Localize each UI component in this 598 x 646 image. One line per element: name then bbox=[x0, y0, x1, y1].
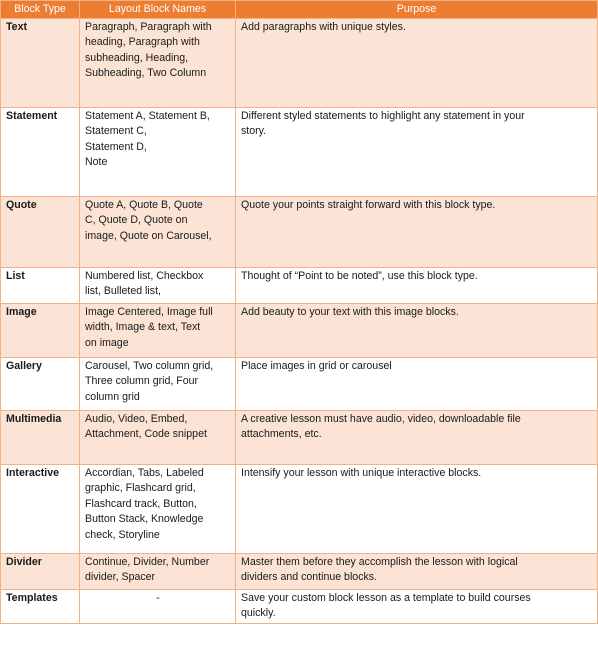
block-type-cell: Statement bbox=[1, 108, 80, 197]
purpose-line: Place images in grid or carousel bbox=[241, 360, 392, 372]
layout-names-cell bbox=[80, 554, 236, 590]
layout-name-line: C, Quote D, Quote on bbox=[85, 214, 188, 227]
purpose-cell bbox=[236, 108, 598, 197]
layout-names-cell bbox=[80, 268, 236, 304]
purpose-line: Save your custom block lesson as a template to build courses bbox=[241, 592, 531, 604]
purpose-line: Add paragraphs with unique styles. bbox=[241, 21, 406, 33]
table-row-statement bbox=[1, 108, 598, 197]
block-type-cell: Quote bbox=[1, 197, 80, 268]
purpose-line: dividers and continue blocks. bbox=[241, 571, 378, 584]
purpose-cell bbox=[236, 554, 598, 590]
purpose-line: quickly. bbox=[241, 607, 276, 620]
layout-name-line: Numbered list, Checkbox bbox=[85, 270, 204, 282]
purpose-cell bbox=[236, 358, 598, 411]
layout-name-line: Continue, Divider, Number bbox=[85, 556, 210, 568]
header-layout-block-names: Layout Block Names bbox=[80, 1, 236, 19]
purpose-line: story. bbox=[241, 125, 267, 138]
purpose-line: A creative lesson must have audio, video, downloadable file bbox=[241, 413, 521, 425]
table-row-multimedia bbox=[1, 411, 598, 465]
block-type-cell: Interactive bbox=[1, 465, 80, 554]
block-type-cell: Templates bbox=[1, 590, 80, 624]
layout-names-cell bbox=[80, 358, 236, 411]
table-row-templates bbox=[1, 590, 598, 624]
layout-name-line: heading, Paragraph with bbox=[85, 36, 200, 49]
layout-names-cell bbox=[80, 19, 236, 108]
layout-name-line: column grid bbox=[85, 390, 140, 403]
layout-name-line: Statement C, bbox=[85, 125, 147, 138]
table-row-list bbox=[1, 268, 598, 304]
purpose-cell bbox=[236, 304, 598, 358]
layout-name-line: Accordian, Tabs, Labeled bbox=[85, 467, 204, 479]
table-row-gallery bbox=[1, 358, 598, 411]
block-type-cell: Text bbox=[1, 19, 80, 108]
block-type-cell: Divider bbox=[1, 554, 80, 590]
layout-name-line: Three column grid, Four bbox=[85, 375, 199, 388]
layout-name-line: Statement D, bbox=[85, 140, 147, 153]
layout-name-line: divider, Spacer bbox=[85, 571, 156, 584]
layout-name-line: Note bbox=[85, 156, 108, 169]
layout-name-line: Quote A, Quote B, Quote bbox=[85, 199, 203, 211]
purpose-line: Different styled statements to highlight any statement in your bbox=[241, 110, 525, 122]
layout-name-line: Carousel, Two column grid, bbox=[85, 360, 214, 372]
purpose-cell bbox=[236, 465, 598, 554]
table-row-divider bbox=[1, 554, 598, 590]
layout-name-line: Button Stack, Knowledge bbox=[85, 513, 204, 526]
block-type-cell: List bbox=[1, 268, 80, 304]
purpose-cell bbox=[236, 197, 598, 268]
layout-name-line: Attachment, Code snippet bbox=[85, 428, 207, 441]
purpose-cell bbox=[236, 411, 598, 465]
layout-name-line: Subheading, Two Column bbox=[85, 67, 207, 80]
layout-name-line: Audio, Video, Embed, bbox=[85, 413, 188, 425]
layout-names-cell bbox=[80, 590, 236, 624]
layout-names-cell bbox=[80, 197, 236, 268]
purpose-line: Master them before they accomplish the lesson with logical bbox=[241, 556, 518, 568]
layout-names-cell bbox=[80, 465, 236, 554]
layout-name-line: list, Bulleted list, bbox=[85, 285, 161, 298]
purpose-line: attachments, etc. bbox=[241, 428, 322, 441]
layout-name-line: - bbox=[156, 592, 160, 604]
table-header-row bbox=[1, 1, 598, 19]
purpose-line: Intensify your lesson with unique interactive blocks. bbox=[241, 467, 482, 479]
purpose-line: Add beauty to your text with this image blocks. bbox=[241, 306, 459, 318]
purpose-line: Quote your points straight forward with this block type. bbox=[241, 199, 496, 211]
block-type-cell: Image bbox=[1, 304, 80, 358]
layout-name-line: graphic, Flashcard grid, bbox=[85, 482, 196, 495]
layout-name-line: on image bbox=[85, 336, 129, 349]
layout-names-cell bbox=[80, 304, 236, 358]
layout-name-line: Paragraph, Paragraph with bbox=[85, 21, 212, 33]
purpose-cell bbox=[236, 590, 598, 624]
layout-name-line: Statement A, Statement B, bbox=[85, 110, 210, 122]
layout-name-line: width, Image & text, Text bbox=[85, 321, 201, 334]
layout-name-line: check, Storyline bbox=[85, 528, 160, 541]
purpose-cell bbox=[236, 268, 598, 304]
purpose-cell bbox=[236, 19, 598, 108]
layout-names-cell bbox=[80, 411, 236, 465]
block-type-cell: Multimedia bbox=[1, 411, 80, 465]
table-row-image bbox=[1, 304, 598, 358]
table-row-quote bbox=[1, 197, 598, 268]
layout-name-line: subheading, Heading, bbox=[85, 51, 189, 64]
header-block-type: Block Type bbox=[1, 1, 80, 19]
layout-name-line: image, Quote on Carousel, bbox=[85, 229, 212, 242]
header-purpose: Purpose bbox=[236, 1, 598, 19]
layout-name-line: Image Centered, Image full bbox=[85, 306, 213, 318]
block-type-cell: Gallery bbox=[1, 358, 80, 411]
table-row-interactive bbox=[1, 465, 598, 554]
layout-names-cell bbox=[80, 108, 236, 197]
purpose-line: Thought of “Point to be noted”, use this block type. bbox=[241, 270, 478, 282]
layout-name-line: Flashcard track, Button, bbox=[85, 497, 197, 510]
table-row-text bbox=[1, 19, 598, 108]
